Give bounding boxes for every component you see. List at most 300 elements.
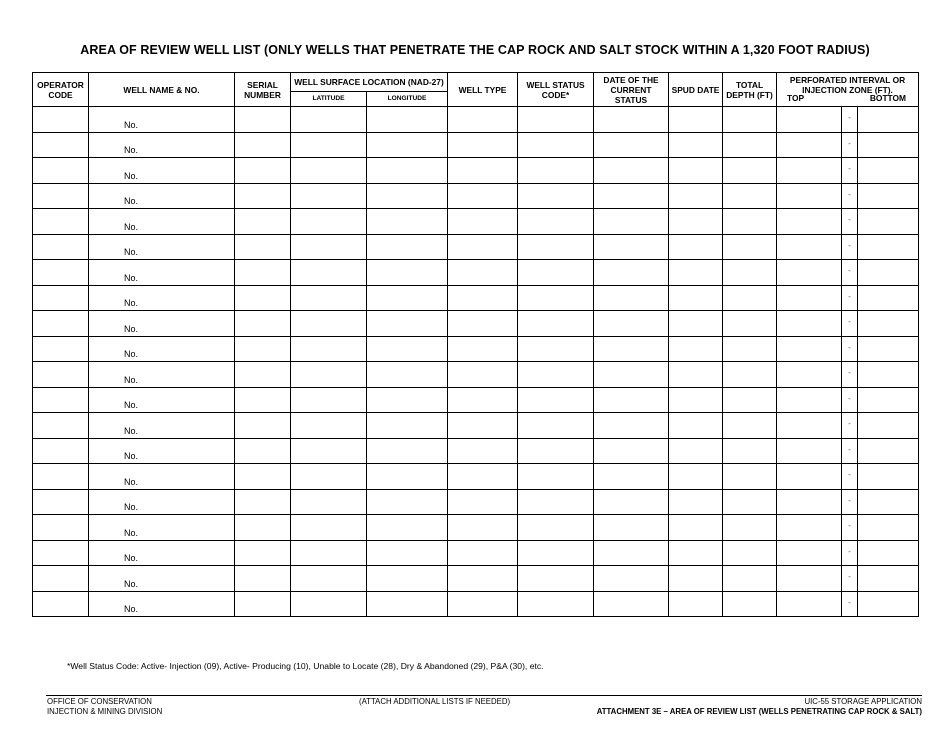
- cell-date-current-status[interactable]: [594, 132, 669, 158]
- cell-serial-number[interactable]: [235, 413, 291, 439]
- cell-latitude[interactable]: [291, 540, 367, 566]
- cell-longitude[interactable]: [367, 591, 448, 617]
- cell-well-name[interactable]: [89, 387, 235, 413]
- interval-dash: -: [848, 317, 851, 326]
- interval-dash: -: [848, 368, 851, 377]
- cell-date-current-status[interactable]: [594, 489, 669, 515]
- cell-perf-bottom[interactable]: [858, 413, 919, 439]
- cell-well-name[interactable]: [89, 132, 235, 158]
- cell-date-current-status[interactable]: [594, 158, 669, 184]
- cell-operator-code[interactable]: [33, 566, 89, 592]
- cell-operator-code[interactable]: [33, 311, 89, 337]
- cell-serial-number[interactable]: [235, 209, 291, 235]
- cell-latitude[interactable]: [291, 107, 367, 133]
- cell-spud-date[interactable]: [669, 387, 723, 413]
- cell-well-name[interactable]: [89, 489, 235, 515]
- cell-perf-bottom[interactable]: [858, 311, 919, 337]
- cell-well-name[interactable]: [89, 260, 235, 286]
- cell-operator-code[interactable]: [33, 515, 89, 541]
- cell-latitude[interactable]: [291, 387, 367, 413]
- cell-perf-top[interactable]: [777, 489, 842, 515]
- cell-longitude[interactable]: [367, 515, 448, 541]
- cell-date-current-status[interactable]: [594, 413, 669, 439]
- interval-dash: -: [848, 138, 851, 148]
- cell-date-current-status[interactable]: [594, 515, 669, 541]
- cell-latitude[interactable]: [291, 591, 367, 617]
- cell-longitude[interactable]: [367, 336, 448, 362]
- interval-dash: -: [848, 266, 851, 275]
- table-row: [33, 438, 919, 464]
- cell-operator-code[interactable]: [33, 464, 89, 490]
- header-longitude: LONGITUDE: [367, 92, 448, 107]
- cell-longitude[interactable]: [367, 260, 448, 286]
- cell-perf-bottom[interactable]: [858, 260, 919, 286]
- cell-well-type[interactable]: [448, 540, 518, 566]
- cell-operator-code[interactable]: [33, 209, 89, 235]
- cell-perf-dash: [842, 413, 858, 439]
- cell-date-current-status[interactable]: [594, 438, 669, 464]
- cell-total-depth[interactable]: [723, 413, 777, 439]
- cell-perf-dash: [842, 387, 858, 413]
- cell-date-current-status[interactable]: [594, 285, 669, 311]
- cell-perf-bottom[interactable]: [858, 591, 919, 617]
- cell-spud-date[interactable]: [669, 107, 723, 133]
- cell-well-status-code[interactable]: [518, 260, 594, 286]
- cell-latitude[interactable]: [291, 183, 367, 209]
- cell-perf-bottom[interactable]: [858, 234, 919, 260]
- cell-perf-top[interactable]: [777, 413, 842, 439]
- cell-well-name[interactable]: [89, 438, 235, 464]
- cell-serial-number[interactable]: [235, 132, 291, 158]
- cell-longitude[interactable]: [367, 464, 448, 490]
- footer-division-name: INJECTION & MINING DIVISION: [47, 706, 163, 716]
- cell-well-type[interactable]: [448, 362, 518, 388]
- header-well-name: WELL NAME & NO.: [89, 73, 235, 107]
- cell-perf-dash: [842, 362, 858, 388]
- interval-dash: -: [848, 546, 851, 556]
- cell-latitude[interactable]: [291, 311, 367, 337]
- cell-well-status-code[interactable]: [518, 209, 594, 235]
- cell-perf-dash: [842, 234, 858, 260]
- cell-perf-bottom[interactable]: [858, 387, 919, 413]
- cell-date-current-status[interactable]: [594, 362, 669, 388]
- cell-perf-bottom[interactable]: [858, 336, 919, 362]
- cell-latitude[interactable]: [291, 515, 367, 541]
- cell-operator-code[interactable]: [33, 234, 89, 260]
- cell-latitude[interactable]: [291, 260, 367, 286]
- cell-latitude[interactable]: [291, 413, 367, 439]
- cell-operator-code[interactable]: [33, 336, 89, 362]
- well-number-label: No.: [124, 604, 139, 614]
- cell-well-name[interactable]: [89, 515, 235, 541]
- cell-longitude[interactable]: [367, 311, 448, 337]
- cell-perf-top[interactable]: [777, 387, 842, 413]
- cell-perf-bottom[interactable]: [858, 566, 919, 592]
- interval-dash: -: [848, 393, 851, 403]
- cell-longitude[interactable]: [367, 107, 448, 133]
- cell-well-name[interactable]: [89, 209, 235, 235]
- cell-perf-top[interactable]: [777, 362, 842, 388]
- cell-spud-date[interactable]: [669, 336, 723, 362]
- cell-longitude[interactable]: [367, 489, 448, 515]
- table-row: [33, 183, 919, 209]
- cell-perf-top[interactable]: [777, 540, 842, 566]
- cell-serial-number[interactable]: [235, 464, 291, 490]
- cell-well-name[interactable]: [89, 183, 235, 209]
- well-number-label: No.: [124, 323, 139, 334]
- interval-dash: -: [848, 419, 851, 428]
- cell-well-status-code[interactable]: [518, 132, 594, 158]
- cell-operator-code[interactable]: [33, 413, 89, 439]
- cell-spud-date[interactable]: [669, 464, 723, 490]
- cell-operator-code[interactable]: [33, 489, 89, 515]
- well-number-label: No.: [124, 553, 139, 563]
- cell-perf-dash: [842, 591, 858, 617]
- cell-total-depth[interactable]: [723, 260, 777, 286]
- interval-dash: -: [848, 342, 851, 352]
- cell-latitude[interactable]: [291, 285, 367, 311]
- cell-perf-top[interactable]: [777, 209, 842, 235]
- cell-well-type[interactable]: [448, 438, 518, 464]
- cell-well-name[interactable]: [89, 285, 235, 311]
- cell-well-type[interactable]: [448, 209, 518, 235]
- cell-well-status-code[interactable]: [518, 183, 594, 209]
- cell-longitude[interactable]: [367, 387, 448, 413]
- cell-perf-top[interactable]: [777, 132, 842, 158]
- cell-spud-date[interactable]: [669, 285, 723, 311]
- perforated-interval-label: PERFORATED INTERVAL OR INJECTION ZONE (FT).: [789, 74, 906, 95]
- well-number-label: No.: [124, 425, 139, 436]
- cell-operator-code[interactable]: [33, 183, 89, 209]
- cell-date-current-status[interactable]: [594, 591, 669, 617]
- cell-perf-top[interactable]: [777, 183, 842, 209]
- cell-well-type[interactable]: [448, 260, 518, 286]
- cell-well-status-code[interactable]: [518, 464, 594, 490]
- cell-perf-top[interactable]: [777, 158, 842, 184]
- cell-spud-date[interactable]: [669, 515, 723, 541]
- cell-spud-date[interactable]: [669, 132, 723, 158]
- cell-well-type[interactable]: [448, 413, 518, 439]
- header-spud-date: SPUD DATE: [669, 73, 723, 107]
- well-number-label: No.: [124, 400, 139, 410]
- cell-perf-bottom[interactable]: [858, 285, 919, 311]
- cell-well-status-code[interactable]: [518, 336, 594, 362]
- cell-well-type[interactable]: [448, 464, 518, 490]
- cell-latitude[interactable]: [291, 489, 367, 515]
- interval-dash: -: [848, 164, 851, 173]
- cell-total-depth[interactable]: [723, 566, 777, 592]
- cell-serial-number[interactable]: [235, 285, 291, 311]
- cell-well-type[interactable]: [448, 489, 518, 515]
- cell-spud-date[interactable]: [669, 158, 723, 184]
- cell-serial-number[interactable]: [235, 362, 291, 388]
- interval-dash: -: [848, 113, 851, 122]
- cell-total-depth[interactable]: [723, 107, 777, 133]
- cell-operator-code[interactable]: [33, 540, 89, 566]
- cell-perf-top[interactable]: [777, 438, 842, 464]
- cell-perf-dash: [842, 285, 858, 311]
- cell-total-depth[interactable]: [723, 183, 777, 209]
- cell-latitude[interactable]: [291, 362, 367, 388]
- cell-perf-top[interactable]: [777, 107, 842, 133]
- cell-serial-number[interactable]: [235, 387, 291, 413]
- header-operator-code: OPERATOR CODE: [33, 73, 89, 107]
- cell-date-current-status[interactable]: [594, 566, 669, 592]
- well-number-label: No.: [124, 527, 139, 538]
- cell-date-current-status[interactable]: [594, 464, 669, 490]
- cell-serial-number[interactable]: [235, 438, 291, 464]
- cell-serial-number[interactable]: [235, 540, 291, 566]
- cell-well-status-code[interactable]: [518, 285, 594, 311]
- cell-well-name[interactable]: [89, 540, 235, 566]
- cell-perf-dash: [842, 515, 858, 541]
- cell-well-type[interactable]: [448, 591, 518, 617]
- cell-spud-date[interactable]: [669, 540, 723, 566]
- cell-total-depth[interactable]: [723, 336, 777, 362]
- cell-serial-number[interactable]: [235, 591, 291, 617]
- cell-well-name[interactable]: [89, 413, 235, 439]
- interval-dash: -: [848, 495, 851, 505]
- cell-longitude[interactable]: [367, 132, 448, 158]
- cell-spud-date[interactable]: [669, 489, 723, 515]
- cell-well-name[interactable]: [89, 566, 235, 592]
- well-number-label: No.: [124, 298, 139, 308]
- cell-well-status-code[interactable]: [518, 158, 594, 184]
- cell-well-status-code[interactable]: [518, 566, 594, 592]
- cell-well-status-code[interactable]: [518, 438, 594, 464]
- cell-well-name[interactable]: [89, 362, 235, 388]
- table-row: [33, 515, 919, 541]
- cell-perf-top[interactable]: [777, 336, 842, 362]
- cell-well-type[interactable]: [448, 158, 518, 184]
- cell-date-current-status[interactable]: [594, 260, 669, 286]
- cell-well-name[interactable]: [89, 591, 235, 617]
- cell-perf-bottom[interactable]: [858, 489, 919, 515]
- cell-serial-number[interactable]: [235, 566, 291, 592]
- cell-total-depth[interactable]: [723, 362, 777, 388]
- well-number-label: No.: [124, 502, 139, 512]
- cell-longitude[interactable]: [367, 158, 448, 184]
- cell-well-type[interactable]: [448, 183, 518, 209]
- cell-longitude[interactable]: [367, 413, 448, 439]
- cell-well-name[interactable]: [89, 464, 235, 490]
- cell-spud-date[interactable]: [669, 566, 723, 592]
- cell-spud-date[interactable]: [669, 362, 723, 388]
- cell-total-depth[interactable]: [723, 540, 777, 566]
- cell-total-depth[interactable]: [723, 209, 777, 235]
- cell-total-depth[interactable]: [723, 515, 777, 541]
- cell-spud-date[interactable]: [669, 311, 723, 337]
- well-number-label: No.: [124, 145, 139, 155]
- cell-well-status-code[interactable]: [518, 362, 594, 388]
- cell-serial-number[interactable]: [235, 515, 291, 541]
- cell-date-current-status[interactable]: [594, 234, 669, 260]
- cell-perf-dash: [842, 209, 858, 235]
- cell-well-name[interactable]: [89, 158, 235, 184]
- cell-date-current-status[interactable]: [594, 336, 669, 362]
- cell-perf-top[interactable]: [777, 260, 842, 286]
- cell-operator-code[interactable]: [33, 260, 89, 286]
- cell-date-current-status[interactable]: [594, 107, 669, 133]
- cell-well-status-code[interactable]: [518, 515, 594, 541]
- cell-well-name[interactable]: [89, 107, 235, 133]
- cell-spud-date[interactable]: [669, 260, 723, 286]
- cell-total-depth[interactable]: [723, 285, 777, 311]
- cell-spud-date[interactable]: [669, 413, 723, 439]
- cell-well-status-code[interactable]: [518, 311, 594, 337]
- cell-perf-bottom[interactable]: [858, 515, 919, 541]
- table-row: [33, 311, 919, 337]
- cell-latitude[interactable]: [291, 209, 367, 235]
- cell-perf-dash: [842, 132, 858, 158]
- cell-longitude[interactable]: [367, 438, 448, 464]
- cell-date-current-status[interactable]: [594, 183, 669, 209]
- cell-longitude[interactable]: [367, 566, 448, 592]
- cell-total-depth[interactable]: [723, 132, 777, 158]
- cell-perf-bottom[interactable]: [858, 132, 919, 158]
- header-top: TOP: [787, 93, 805, 103]
- well-number-label: No.: [124, 196, 139, 206]
- cell-operator-code[interactable]: [33, 132, 89, 158]
- cell-latitude[interactable]: [291, 158, 367, 184]
- cell-perf-bottom[interactable]: [858, 540, 919, 566]
- cell-date-current-status[interactable]: [594, 311, 669, 337]
- well-number-label: No.: [124, 247, 139, 257]
- cell-well-name[interactable]: [89, 336, 235, 362]
- cell-longitude[interactable]: [367, 285, 448, 311]
- cell-latitude[interactable]: [291, 336, 367, 362]
- cell-serial-number[interactable]: [235, 489, 291, 515]
- cell-perf-top[interactable]: [777, 234, 842, 260]
- cell-total-depth[interactable]: [723, 158, 777, 184]
- cell-well-type[interactable]: [448, 285, 518, 311]
- cell-date-current-status[interactable]: [594, 209, 669, 235]
- cell-total-depth[interactable]: [723, 591, 777, 617]
- cell-serial-number[interactable]: [235, 158, 291, 184]
- cell-well-status-code[interactable]: [518, 107, 594, 133]
- cell-perf-bottom[interactable]: [858, 158, 919, 184]
- cell-serial-number[interactable]: [235, 234, 291, 260]
- header-surface-location: WELL SURFACE LOCATION (NAD-27): [291, 73, 448, 92]
- cell-well-type[interactable]: [448, 515, 518, 541]
- cell-well-name[interactable]: [89, 311, 235, 337]
- cell-longitude[interactable]: [367, 183, 448, 209]
- cell-operator-code[interactable]: [33, 591, 89, 617]
- cell-perf-dash: [842, 566, 858, 592]
- cell-spud-date[interactable]: [669, 234, 723, 260]
- cell-serial-number[interactable]: [235, 336, 291, 362]
- cell-perf-top[interactable]: [777, 311, 842, 337]
- footer-attachment-title: ATTACHMENT 3E – AREA OF REVIEW LIST (WELLS PENETRATING CAP ROCK & SALT): [596, 706, 922, 716]
- cell-operator-code[interactable]: [33, 387, 89, 413]
- interval-dash: -: [848, 470, 851, 479]
- cell-longitude[interactable]: [367, 540, 448, 566]
- table-row: [33, 413, 919, 439]
- cell-well-status-code[interactable]: [518, 234, 594, 260]
- cell-serial-number[interactable]: [235, 107, 291, 133]
- interval-dash: -: [848, 444, 851, 454]
- cell-operator-code[interactable]: [33, 285, 89, 311]
- cell-total-depth[interactable]: [723, 438, 777, 464]
- cell-perf-dash: [842, 183, 858, 209]
- cell-perf-bottom[interactable]: [858, 464, 919, 490]
- cell-well-type[interactable]: [448, 311, 518, 337]
- cell-operator-code[interactable]: [33, 158, 89, 184]
- cell-perf-dash: [842, 311, 858, 337]
- interval-dash: -: [848, 189, 851, 199]
- cell-perf-top[interactable]: [777, 515, 842, 541]
- cell-total-depth[interactable]: [723, 464, 777, 490]
- footer-application-name: UIC-55 STORAGE APPLICATION: [804, 697, 922, 706]
- cell-perf-bottom[interactable]: [858, 183, 919, 209]
- cell-well-status-code[interactable]: [518, 540, 594, 566]
- cell-total-depth[interactable]: [723, 234, 777, 260]
- cell-latitude[interactable]: [291, 234, 367, 260]
- table-row: [33, 158, 919, 184]
- cell-perf-top[interactable]: [777, 591, 842, 617]
- cell-serial-number[interactable]: [235, 260, 291, 286]
- cell-latitude[interactable]: [291, 438, 367, 464]
- cell-well-type[interactable]: [448, 387, 518, 413]
- cell-serial-number[interactable]: [235, 183, 291, 209]
- cell-perf-top[interactable]: [777, 464, 842, 490]
- cell-well-status-code[interactable]: [518, 413, 594, 439]
- cell-perf-top[interactable]: [777, 566, 842, 592]
- cell-well-type[interactable]: [448, 107, 518, 133]
- cell-perf-bottom[interactable]: [858, 362, 919, 388]
- well-number-label: No.: [124, 374, 139, 385]
- cell-perf-bottom[interactable]: [858, 209, 919, 235]
- cell-operator-code[interactable]: [33, 362, 89, 388]
- cell-well-name[interactable]: [89, 234, 235, 260]
- cell-spud-date[interactable]: [669, 183, 723, 209]
- cell-total-depth[interactable]: [723, 311, 777, 337]
- cell-operator-code[interactable]: [33, 438, 89, 464]
- cell-longitude[interactable]: [367, 234, 448, 260]
- cell-well-status-code[interactable]: [518, 591, 594, 617]
- cell-date-current-status[interactable]: [594, 387, 669, 413]
- cell-well-type[interactable]: [448, 234, 518, 260]
- cell-perf-top[interactable]: [777, 285, 842, 311]
- table-row: [33, 260, 919, 286]
- cell-latitude[interactable]: [291, 566, 367, 592]
- table-row: [33, 489, 919, 515]
- cell-well-type[interactable]: [448, 566, 518, 592]
- cell-longitude[interactable]: [367, 362, 448, 388]
- cell-well-status-code[interactable]: [518, 489, 594, 515]
- cell-well-status-code[interactable]: [518, 387, 594, 413]
- cell-perf-bottom[interactable]: [858, 107, 919, 133]
- cell-longitude[interactable]: [367, 209, 448, 235]
- cell-latitude[interactable]: [291, 464, 367, 490]
- cell-perf-bottom[interactable]: [858, 438, 919, 464]
- cell-spud-date[interactable]: [669, 438, 723, 464]
- cell-serial-number[interactable]: [235, 311, 291, 337]
- cell-date-current-status[interactable]: [594, 540, 669, 566]
- cell-total-depth[interactable]: [723, 489, 777, 515]
- table-row: [33, 591, 919, 617]
- cell-total-depth[interactable]: [723, 387, 777, 413]
- header-serial-number: SERIAL NUMBER: [235, 73, 291, 107]
- cell-operator-code[interactable]: [33, 107, 89, 133]
- interval-dash: -: [848, 597, 851, 607]
- cell-latitude[interactable]: [291, 132, 367, 158]
- cell-spud-date[interactable]: [669, 591, 723, 617]
- cell-well-type[interactable]: [448, 336, 518, 362]
- cell-perf-dash: [842, 540, 858, 566]
- cell-well-type[interactable]: [448, 132, 518, 158]
- cell-spud-date[interactable]: [669, 209, 723, 235]
